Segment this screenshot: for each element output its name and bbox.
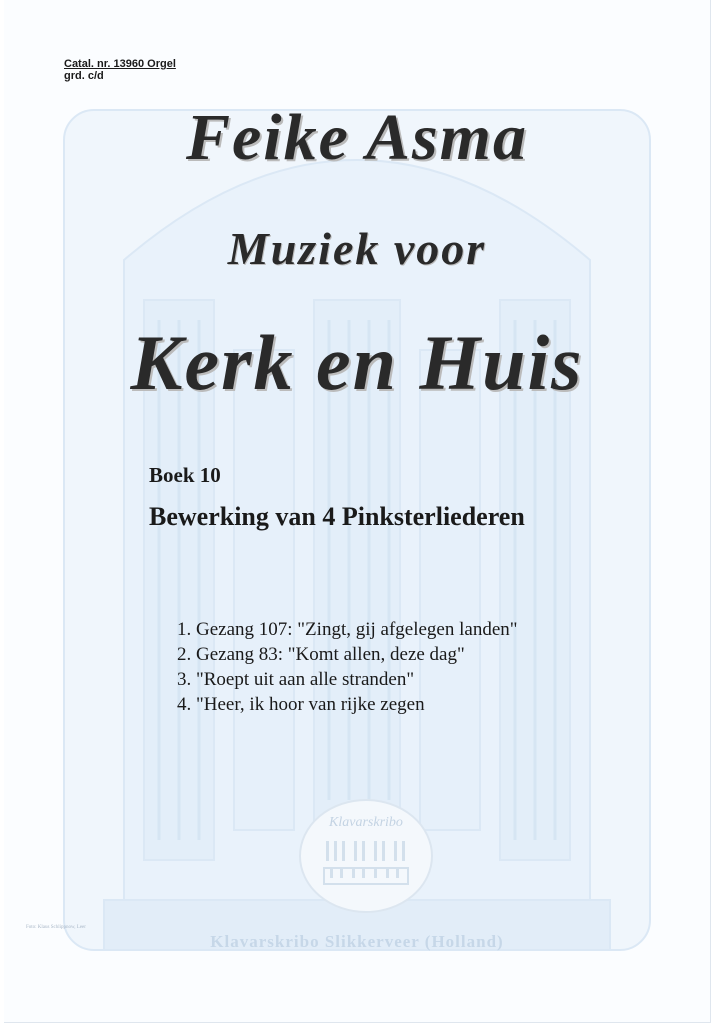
cover-page — [4, 0, 711, 1023]
composer-name: Feike Asma — [185, 101, 529, 174]
list-item: 4. "Heer, ik hoor van rijke zegen — [177, 694, 425, 715]
list-item: 1. Gezang 107: "Zingt, gij afgelegen landen" — [177, 619, 518, 640]
key-line: grd. c/d — [64, 70, 104, 82]
catalog-number — [64, 58, 176, 82]
catalog-line: Catal. nr. 13960 Orgel — [64, 58, 176, 70]
klavarskribo-logo — [296, 796, 436, 916]
work-title: Bewerking van 4 Pinksterliederen — [149, 502, 525, 531]
list-item: 3. "Roept uit aan alle stranden" — [177, 669, 415, 690]
subtitle: Muziek voor — [227, 223, 487, 274]
photo-credit: Foto: Klaus Schlippnow, Leer — [26, 925, 86, 930]
logo-text: Klavarskribo — [329, 815, 403, 830]
list-item: 2. Gezang 83: "Komt allen, deze dag" — [177, 644, 465, 665]
series-title: Kerk en Huis — [130, 319, 584, 406]
book-number: Boek 10 — [149, 463, 221, 487]
publisher-imprint: Klavarskribo Slikkerveer (Holland) — [210, 932, 504, 951]
piece-list — [177, 617, 518, 717]
